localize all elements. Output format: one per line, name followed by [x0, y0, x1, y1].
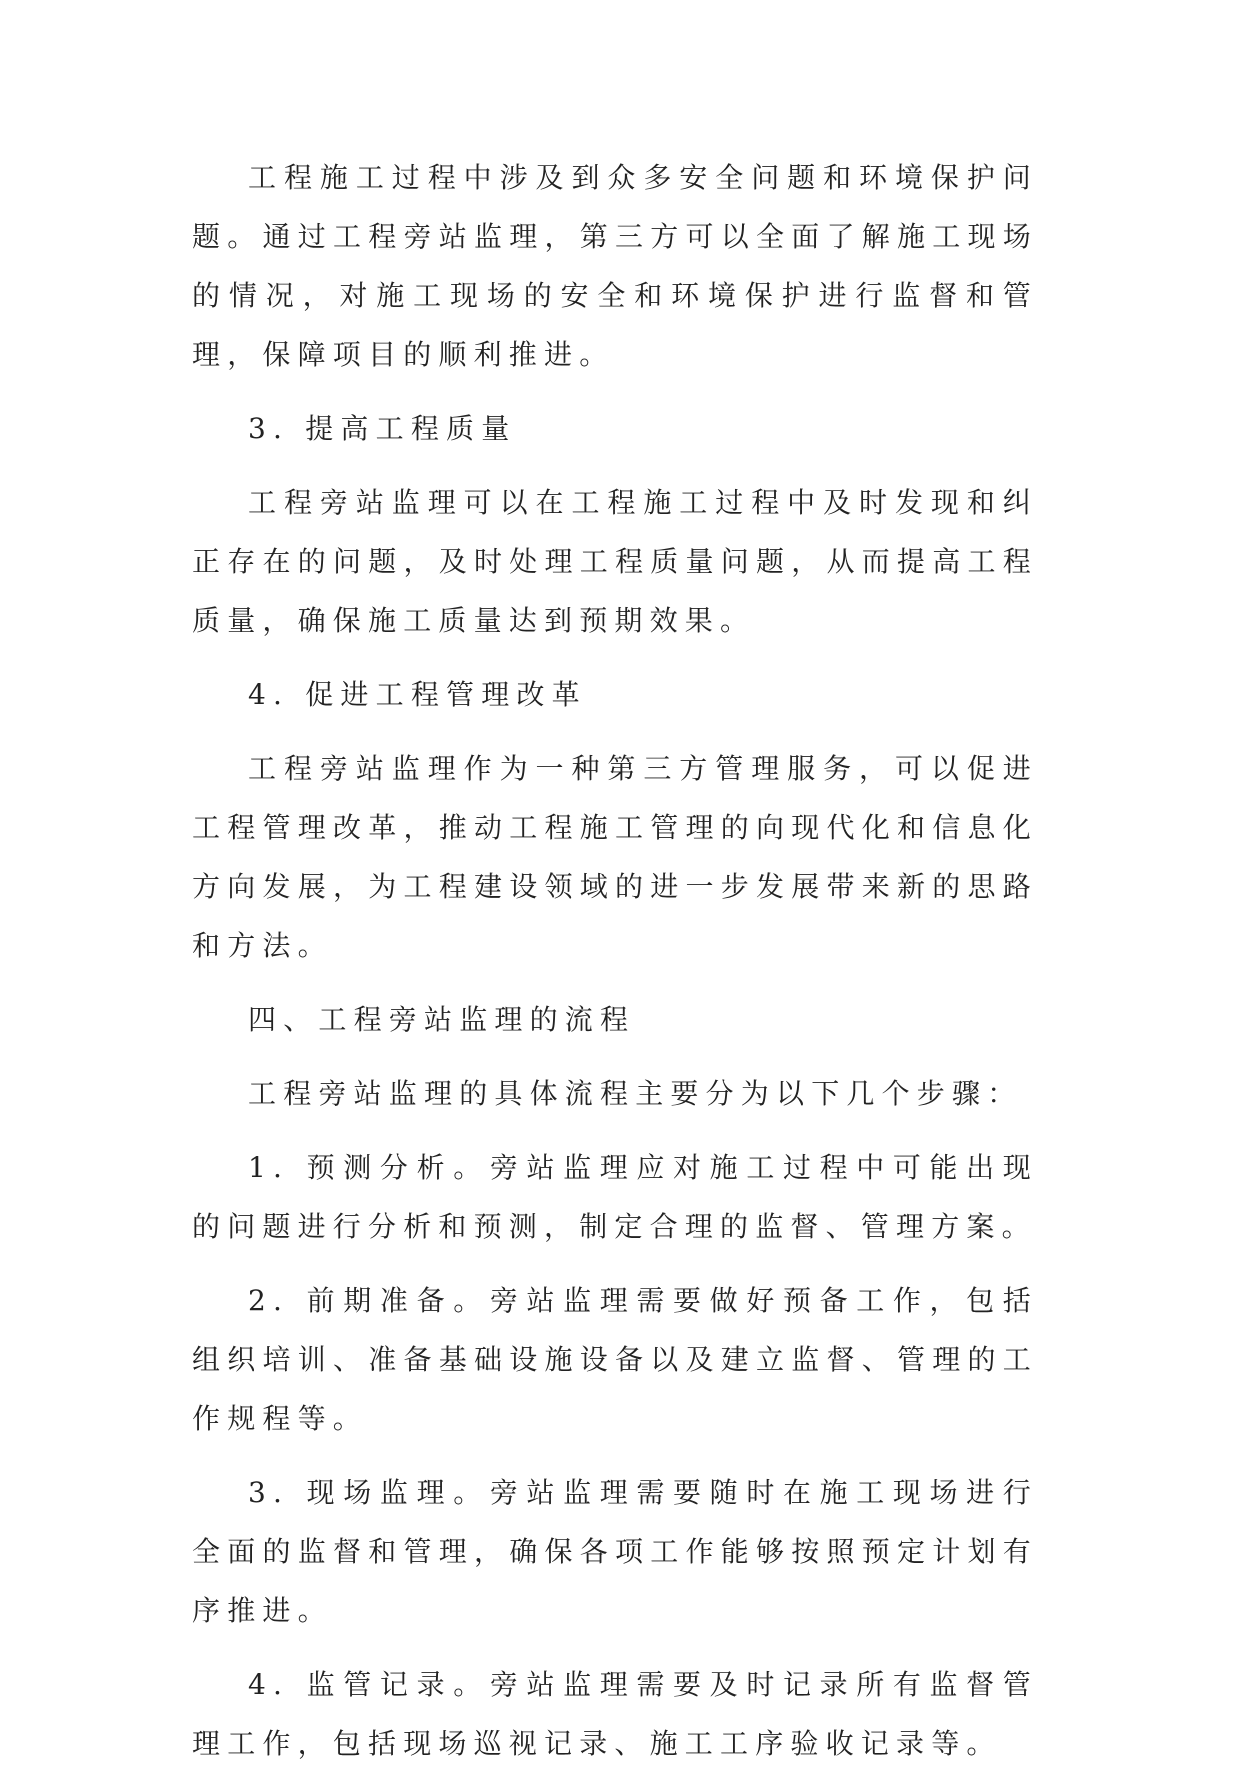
step-supervision-records: 4. 监管记录。旁站监理需要及时记录所有监督管理工作，包括现场巡视记录、施工工序验收记录等。 — [192, 1668, 1038, 1760]
step-preparation: 2. 前期准备。旁站监理需要做好预备工作，包括组织培训、准备基础设施设备以及建立监督、管理的工作规程等。 — [192, 1284, 1038, 1435]
document-body — [192, 148, 1038, 1788]
paragraph-management-reform: 工程旁站监理作为一种第三方管理服务，可以促进工程管理改革，推动工程施工管理的向现代化和信息化方向发展，为工程建设领域的进一步发展带来新的思路和方法。 — [192, 752, 1038, 962]
section-heading-process: 四、工程旁站监理的流程 — [248, 1003, 636, 1036]
heading-improve-quality: 3. 提高工程质量 — [248, 412, 517, 445]
paragraph-improve-quality: 工程旁站监理可以在工程施工过程中及时发现和纠正存在的问题，及时处理工程质量问题，从而提高工程质量，确保施工质量达到预期效果。 — [192, 486, 1038, 637]
step-site-supervision: 3. 现场监理。旁站监理需要随时在施工现场进行全面的监督和管理，确保各项工作能够按照预定计划有序推进。 — [192, 1476, 1038, 1627]
step-forecast-analysis: 1. 预测分析。旁站监理应对施工过程中可能出现的问题进行分析和预测，制定合理的监督、管理方案。 — [192, 1151, 1038, 1243]
heading-management-reform: 4. 促进工程管理改革 — [248, 678, 587, 711]
paragraph-safety-environment: 工程施工过程中涉及到众多安全问题和环境保护问题。通过工程旁站监理，第三方可以全面了解施工现场的情况，对施工现场的安全和环境保护进行监督和管理，保障项目的顺利推进。 — [192, 161, 1038, 371]
paragraph-process-intro: 工程旁站监理的具体流程主要分为以下几个步骤： — [248, 1077, 1023, 1110]
